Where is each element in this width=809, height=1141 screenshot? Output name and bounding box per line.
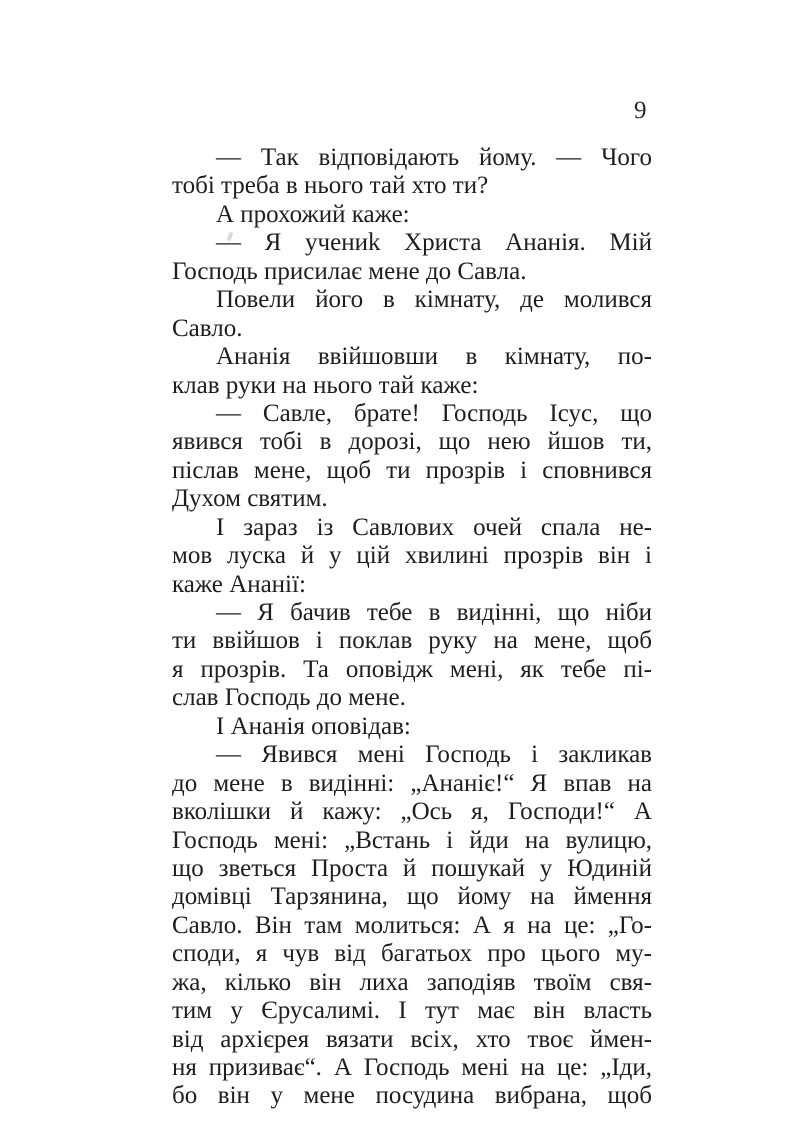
body-text: [172, 144, 652, 1111]
text-line: слав Господь до мене.: [172, 684, 406, 712]
text-line: Господь мені: „Встань і йди на вулицю,: [172, 826, 652, 854]
text-line: — Савле, брате! Господь Ісус, що: [216, 399, 652, 427]
text-line: домівці Тарзянина, що йому на ймення: [172, 883, 652, 911]
text-line: Савло. Він там молиться: А я на це: „Го-: [172, 911, 652, 939]
text-line: ти ввійшов і поклав руку на мене, щоб: [172, 627, 652, 655]
text-line: А прохожий каже:: [216, 200, 410, 228]
text-line: І Ананія оповідав:: [216, 712, 411, 740]
text-line: І зараз із Савлових очей спала не-: [216, 513, 652, 541]
text-line: споди, я чув від багатьох про цього му-: [172, 940, 652, 968]
text-line: жа, кілько він лиха заподіяв твоїм свя-: [172, 968, 652, 996]
text-line: я прозрів. Та оповідж мені, як тебе пі-: [172, 655, 652, 683]
text-line: — Так відповідають йому. — Чого: [216, 144, 652, 171]
text-line: тобі треба в нього тай хто ти?: [172, 172, 489, 200]
text-line: що зветься Проста й пошукай у Юдиній: [172, 854, 652, 882]
text-line: тим у Єрусалимі. І тут має він власть: [172, 997, 652, 1025]
text-line: явився тобі в дорозі, що нею йшов ти,: [172, 428, 652, 456]
text-line: від архієрея вязати всіх, хто твоє ймен-: [172, 1025, 652, 1053]
text-line: клав руки на нього тай каже:: [172, 371, 479, 399]
text-line: Господь присилає мене до Савла.: [172, 257, 527, 285]
text-line: мов луска й у цій хвилині прозрів він і: [172, 542, 652, 570]
text-line: — Я бачив тебе в видінні, що ніби: [216, 599, 652, 626]
text-line: Ананія ввійшовши в кімнату, по-: [216, 343, 652, 371]
text-line: каже Ананії:: [172, 570, 306, 598]
text-line: вколішки й кажу: „Ось я, Господи!“ А: [172, 798, 652, 826]
text-line: — Явився мені Господь і закликав: [216, 741, 652, 769]
text-line: Духом святим.: [172, 485, 328, 513]
text-line: бо він у мене посудина вибрана, щоб: [172, 1082, 652, 1110]
text-line: Повели його в кімнату, де молився: [216, 286, 652, 314]
text-line: післав мене, щоб ти прозрів і сповнився: [172, 456, 652, 484]
page-number: 9: [634, 97, 647, 124]
text-line: ня призиває“. А Господь мені на це: „Іди,: [172, 1054, 652, 1081]
text-line: Савло.: [172, 314, 243, 342]
text-line: — Я учениk Христа Ананія. Мій: [216, 229, 652, 257]
text-line: до мене в видінні: „Ананіє!“ Я впав на: [172, 769, 652, 797]
